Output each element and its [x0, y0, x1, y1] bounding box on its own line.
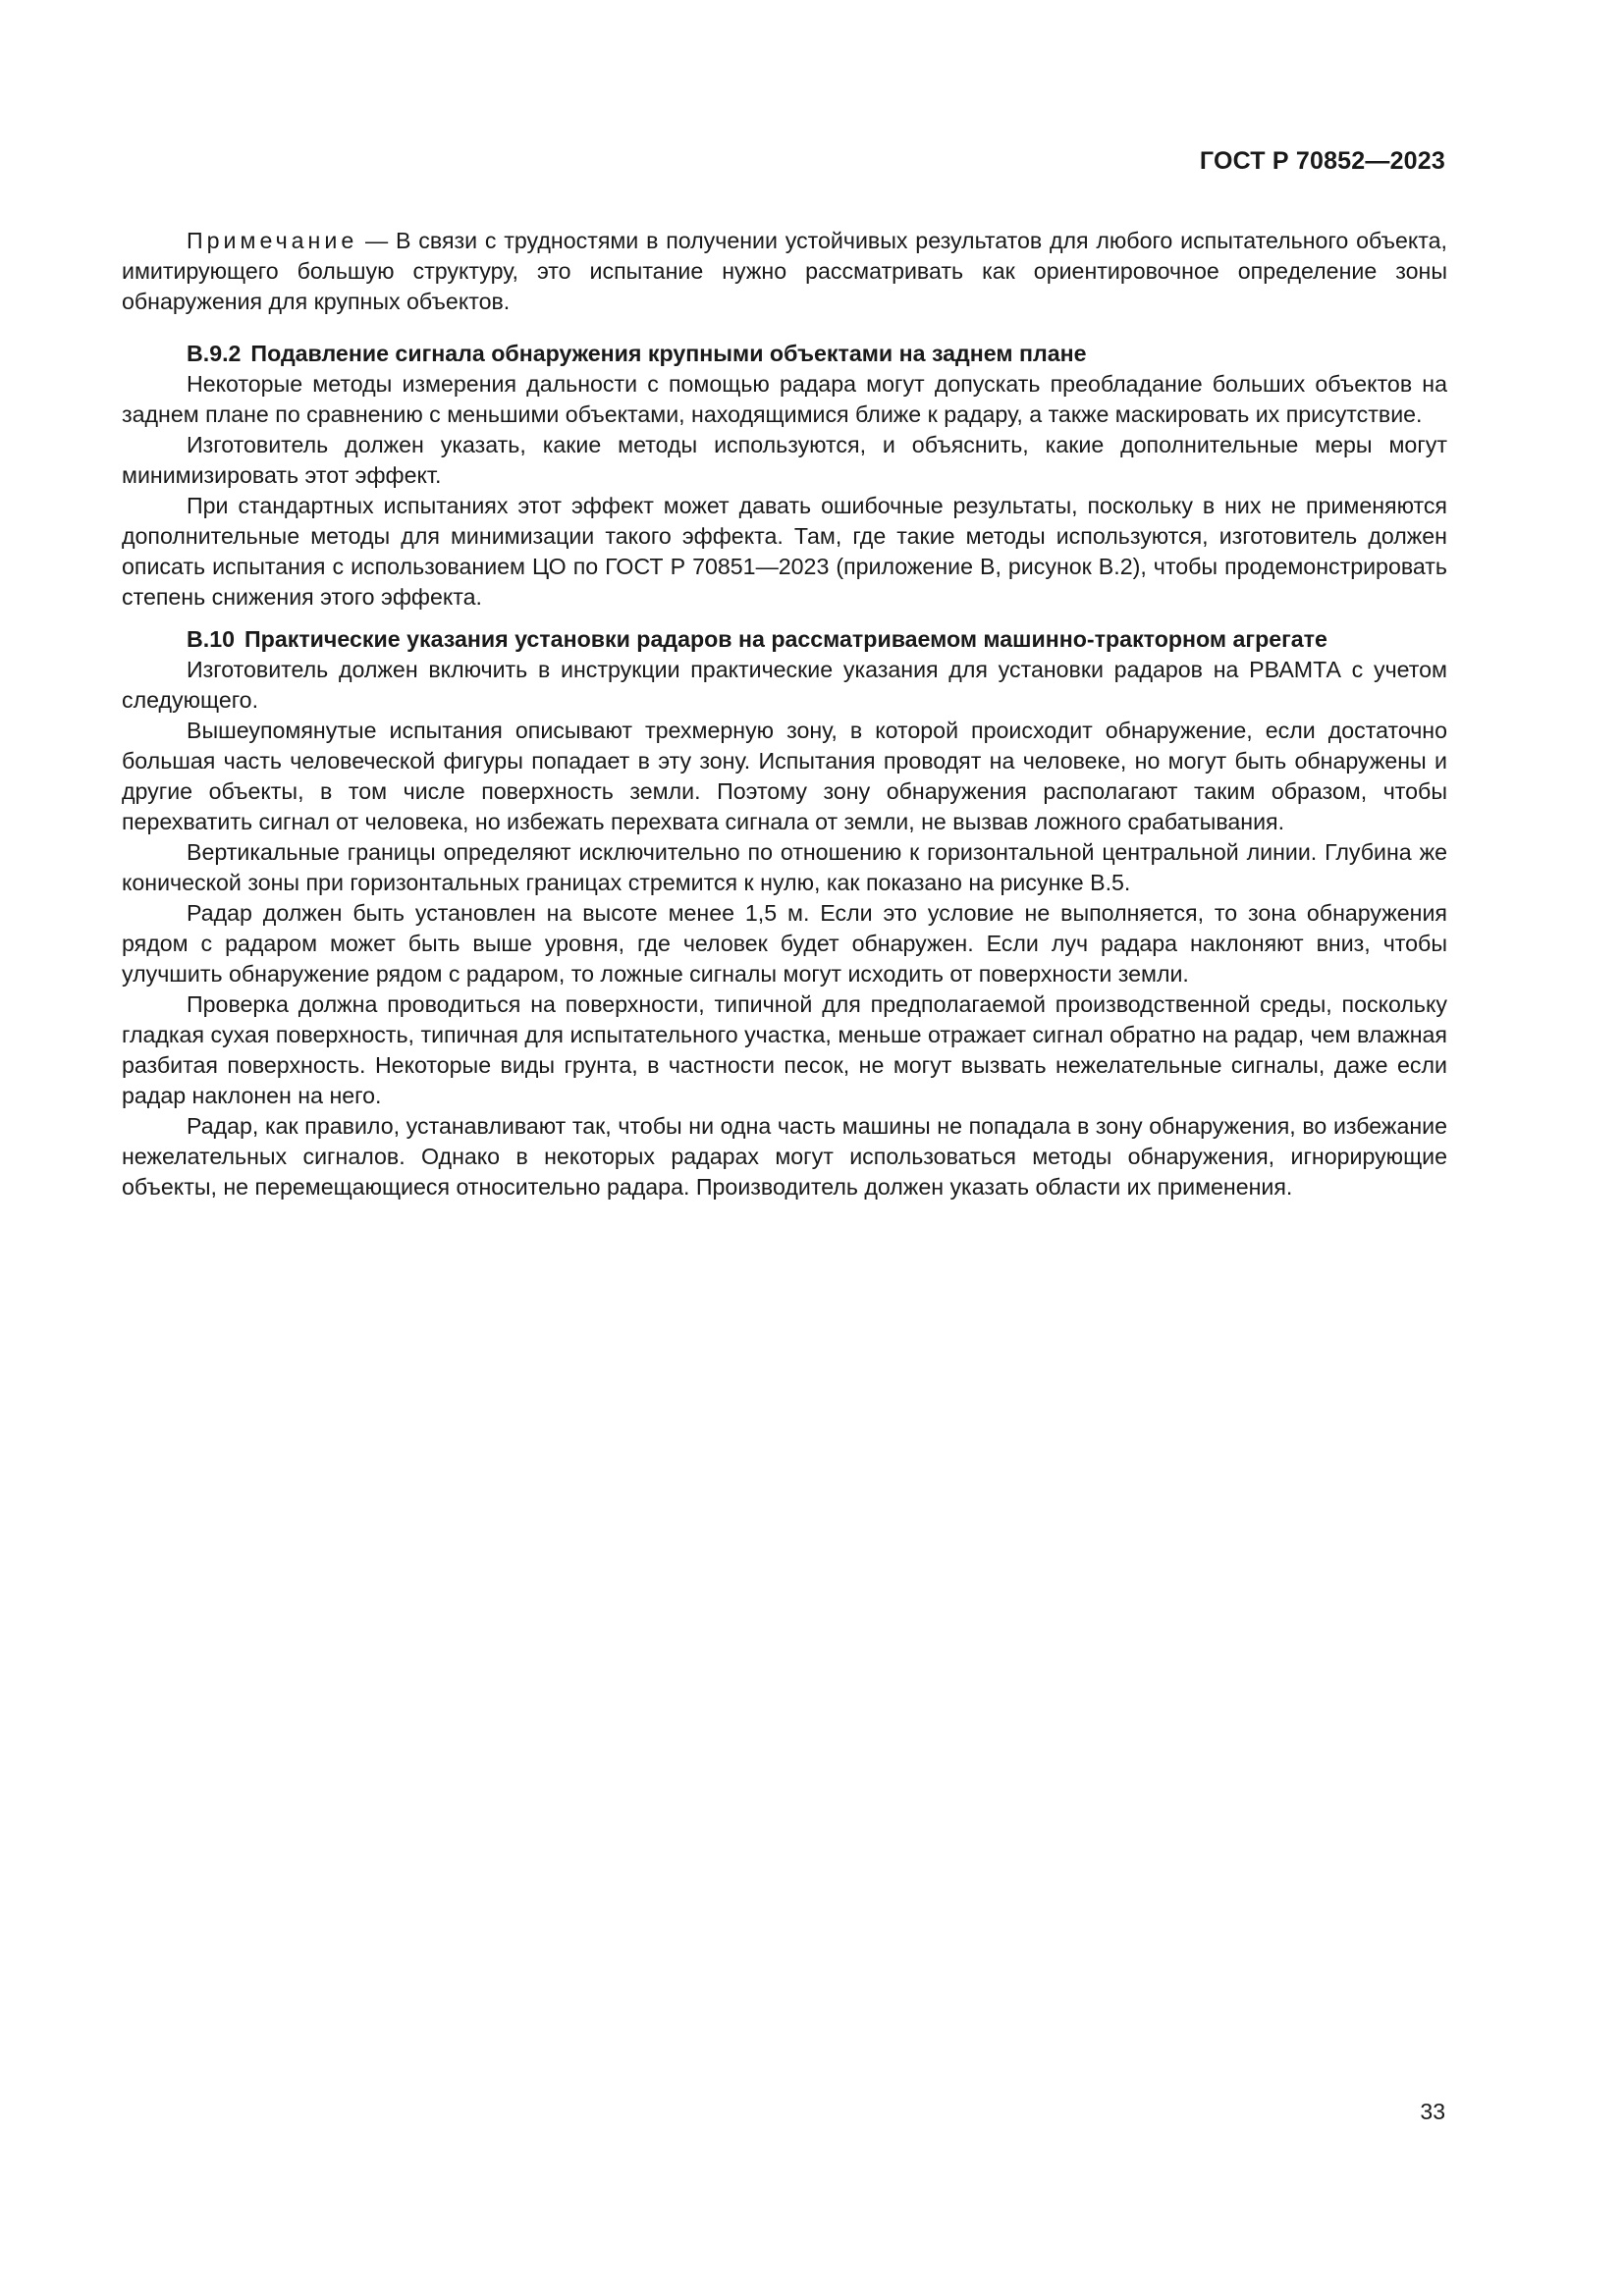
note-label: Примечание	[187, 228, 358, 253]
section-number: B.10	[187, 626, 235, 652]
page-number: 33	[1420, 2099, 1445, 2124]
note-paragraph	[122, 226, 1447, 317]
document-id-header: ГОСТ Р 70852—2023	[1199, 147, 1445, 175]
section-title: Подавление сигнала обнаружения крупными объектами на заднем плане	[250, 341, 1087, 366]
section-number: B.9.2	[187, 341, 242, 366]
section-heading-b10	[122, 613, 1447, 655]
paragraph: Некоторые методы измерения дальности с помощью радара могут допускать преобладание больших объектов на заднем плане по сравнению с меньшими объектами, находящимися ближе к радару, а также маскировать их присутствие.	[122, 371, 1447, 427]
paragraph: Вертикальные границы определяют исключительно по отношению к горизонтальной центральной линии. Глубина же конической зоны при горизонтальных границах стремится к нулю, как показано на рисунке В.5.	[122, 839, 1447, 895]
page-content	[122, 226, 1447, 1202]
paragraph: Изготовитель должен указать, какие методы используются, и объяснить, какие дополнительные меры могут минимизировать этот эффект.	[122, 432, 1447, 488]
section-heading-b92	[122, 331, 1447, 369]
note-text: — В связи с трудностями в получении устойчивых результатов для любого испытательного объекта, имитирующего большую структуру, это испытание нужно рассматривать как ориентировочное определение зоны обнаружения для крупных объектов.	[122, 228, 1447, 314]
section-title: Практические указания установки радаров на рассматриваемом машинно-тракторном агрегате	[244, 626, 1327, 652]
paragraph: Изготовитель должен включить в инструкции практические указания для установки радаров на РВАМТА с учетом следующего.	[122, 657, 1447, 713]
paragraph: Проверка должна проводиться на поверхности, типичной для предполагаемой производственной среды, поскольку гладкая сухая поверхность, типичная для испытательного участка, меньше отражает сигнал обратно на радар, чем влажная разбитая поверхность. Некоторые виды грунта, в частности песок, не могут вызвать нежелательные сигналы, даже если радар наклонен на него.	[122, 991, 1447, 1108]
paragraph: Вышеупомянутые испытания описывают трехмерную зону, в которой происходит обнаружение, если достаточно большая часть человеческой фигуры попадает в эту зону. Испытания проводят на человеке, но могут быть обнаружены и другие объекты, в том числе поверхность земли. Поэтому зону обнаружения располагают таким образом, чтобы перехватить сигнал от человека, но избежать перехвата сигнала от земли, не вызвав ложного срабатывания.	[122, 718, 1447, 834]
paragraph: При стандартных испытаниях этот эффект может давать ошибочные результаты, поскольку в них не применяются дополнительные методы для минимизации такого эффекта. Там, где такие методы используются, изготовитель должен описать испытания с использованием ЦО по ГОСТ Р 70851—2023 (приложение В, рисунок В.2), чтобы продемонстрировать степень снижения этого эффекта.	[122, 493, 1447, 610]
paragraph: Радар, как правило, устанавливают так, чтобы ни одна часть машины не попадала в зону обнаружения, во избежание нежелательных сигналов. Однако в некоторых радарах могут использоваться методы обнаружения, игнорирующие объекты, не перемещающиеся относительно радара. Производитель должен указать области их применения.	[122, 1113, 1447, 1200]
paragraph: Радар должен быть установлен на высоте менее 1,5 м. Если это условие не выполняется, то зона обнаружения рядом с радаром может быть выше уровня, где человек будет обнаружен. Если луч радара наклоняют вниз, чтобы улучшить обнаружение рядом с радаром, то ложные сигналы могут исходить от поверхности земли.	[122, 900, 1447, 987]
